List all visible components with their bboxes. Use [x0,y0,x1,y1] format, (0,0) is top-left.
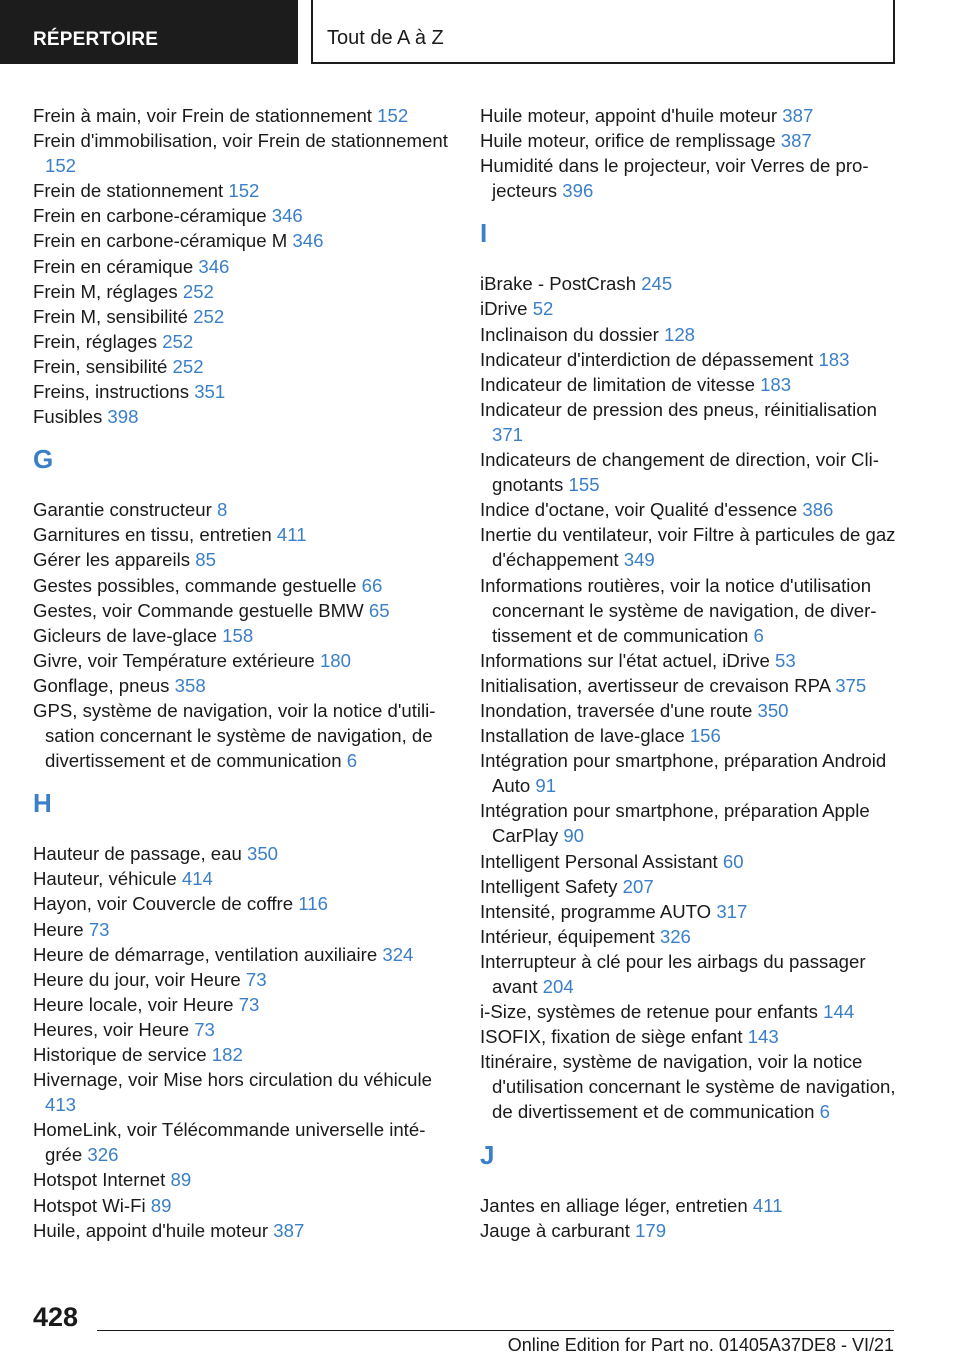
page-reference-link[interactable]: 324 [382,943,414,965]
page-reference-link[interactable]: 371 [492,423,524,445]
index-entry [33,1167,451,1192]
page-reference-link[interactable]: 411 [752,1194,783,1216]
page-reference-link[interactable]: 204 [542,976,574,997]
index-column-right [480,103,900,1243]
index-letter-heading: G [33,444,54,475]
page-reference-link[interactable]: 207 [622,875,654,897]
page-reference-link[interactable]: 143 [747,1026,779,1048]
index-entry-text: Gestes, voir Commande gestuelle BMW [33,599,364,621]
index-entry-text: Garantie constructeur [33,499,212,521]
index-entry-text: Frein en céramique [33,255,194,277]
page-reference-link[interactable]: 252 [193,305,225,327]
index-entry-text: Inertie du ventilateur, voir Filtre à particules de gaz d'échappement [480,524,896,571]
page-reference-link[interactable]: 60 [722,850,744,872]
index-entry-text: i-Size, systèmes de retenue pour enfants [480,1001,818,1023]
index-entry-text: Interrupteur à clé pour les airbags du passager avant [480,950,866,997]
page-reference-link[interactable]: 91 [535,775,557,797]
index-entry [33,178,451,203]
index-entry-text: Frein en carbone-céramique M [33,230,288,252]
page-reference-link[interactable]: 85 [195,549,216,571]
page-reference-link[interactable]: 6 [753,624,764,646]
index-entry-text: Hauteur de passage, eau [33,843,242,865]
index-entry [33,1117,451,1167]
index-entry [480,849,900,874]
index-entry-text: Huile moteur, appoint d'huile moteur [480,105,778,126]
index-entry-text: Intérieur, équipement [480,925,655,947]
index-entry-text: Itinéraire, système de navigation, voir la notice d'utilisation concernant le système de navigation, de divertissement et de communication [480,1051,896,1123]
index-entry [33,228,451,253]
page-reference-link[interactable]: 386 [802,499,834,521]
page-reference-link[interactable]: 116 [298,893,328,915]
index-entry [33,992,451,1017]
page-reference-link[interactable]: 155 [568,474,600,496]
index-entry [33,497,451,522]
page-reference-link[interactable]: 90 [563,825,584,847]
index-entry [480,322,900,347]
index-entry-text: Frein, réglages [33,330,158,352]
index-entry [33,648,451,673]
page-reference-link[interactable]: 414 [181,868,213,890]
index-entry-text: Inondation, traversée d'une route [480,699,753,721]
index-entry [480,153,900,203]
page-reference-link[interactable]: 387 [782,105,814,126]
index-entry [33,598,451,623]
page-reference-link[interactable]: 73 [88,918,110,940]
index-entry [33,254,451,279]
index-entry [480,522,900,572]
index-entry [33,673,451,698]
index-entry-text: Garnitures en tissu, entretien [33,524,272,546]
page-reference-link[interactable]: 183 [818,348,850,370]
index-entry-text: Gicleurs de lave-glace [33,624,217,646]
page-reference-link[interactable]: 53 [774,649,796,671]
index-column-left [33,103,451,1243]
index-letter-heading: H [33,788,52,819]
index-entry [33,917,451,942]
page-number: 428 [33,1302,79,1332]
index-entry-text: Hotspot Internet [33,1169,166,1191]
index-entry-text: ISOFIX, fixation de siège enfant [480,1026,743,1048]
page-reference-link[interactable]: 73 [194,1018,215,1040]
index-entry-text: Heure locale, voir Heure [33,993,234,1015]
index-entry [480,296,900,321]
index-entry [480,723,900,748]
index-entry-text: Frein M, réglages [33,280,178,302]
page-reference-link[interactable]: 252 [162,330,194,352]
index-entry-text: Intégration pour smartphone, préparation Android Auto [480,750,887,797]
index-entry-text: Inclinaison du dossier [480,323,659,345]
page-reference-link[interactable]: 387 [273,1219,305,1241]
index-entry [33,1067,451,1117]
index-entry-text: GPS, système de navigation, voir la notice d'utilisation concernant le système de navigation, de divertissement et de communication [33,699,436,772]
page-reference-link[interactable]: 6 [819,1101,830,1123]
index-entry [33,103,451,128]
page-reference-link[interactable]: 73 [238,993,260,1015]
page-reference-link[interactable]: 346 [198,255,230,277]
page-reference-link[interactable]: 180 [319,649,351,671]
index-entry-text: Jantes en alliage léger, entretien [480,1194,748,1216]
index-entry-text: iDrive [480,298,528,320]
page-reference-link[interactable]: 346 [271,205,303,227]
index-entry-text: Frein en carbone-céramique [33,205,267,227]
index-entry-text: Hayon, voir Couvercle de coffre [33,893,294,915]
index-entry [480,1049,900,1124]
page-reference-link[interactable]: 183 [760,373,792,395]
index-entry [480,372,900,397]
index-entry-text: Indicateur de limitation de vitesse [480,373,755,395]
page-reference-link[interactable]: 349 [623,549,655,571]
index-entry [480,748,900,798]
index-entry-text: Frein M, sensibilité [33,305,188,327]
index-entry-text: Intensité, programme AUTO [480,900,712,922]
page-reference-link[interactable]: 179 [635,1219,667,1241]
index-entry [33,203,451,228]
index-entry-text: Intelligent Safety [480,875,618,897]
index-entry-text: Frein de stationnement [33,180,224,202]
index-entry [480,497,900,522]
index-entry [33,1193,451,1218]
index-entry-text: Informations sur l'état actuel, iDrive [480,649,770,671]
index-entry-text: iBrake - PostCrash [480,273,637,295]
page-reference-link[interactable]: 144 [823,1001,855,1023]
page-reference-link[interactable]: 52 [532,298,554,320]
index-entry [480,899,900,924]
index-entry-text: Gonflage, pneus [33,674,170,696]
index-entry-text: Heure [33,918,84,940]
page-reference-link[interactable]: 182 [211,1044,243,1065]
index-entry [480,397,900,447]
section-tab: RÉPERTOIRE [0,0,298,64]
footer-divider [97,1330,894,1331]
page-reference-link[interactable]: 152 [377,105,409,126]
index-entry-text: Heure du jour, voir Heure [33,968,241,990]
index-entry-text: Installation de lave-glace [480,725,685,747]
index-entry [33,279,451,304]
index-entry-text: Intelligent Personal Assistant [480,850,718,872]
index-entry-text: Frein à main, voir Frein de stationnement [33,105,372,126]
index-entry [33,1042,451,1067]
page-reference-link[interactable]: 326 [87,1144,119,1166]
index-entry [480,648,900,673]
index-entry [33,623,451,648]
page-reference-link[interactable]: 152 [45,155,77,177]
page-reference-link[interactable]: 128 [663,323,696,345]
page-reference-link[interactable]: 6 [346,750,358,772]
index-entry [480,447,900,497]
index-entry [33,1017,451,1042]
index-entry [480,1218,900,1243]
page-reference-link[interactable]: 89 [150,1194,172,1216]
index-entry [480,924,900,949]
index-entry [33,128,451,178]
index-entry [480,1193,900,1218]
index-entry-text: Hotspot Wi-Fi [33,1194,146,1216]
index-entry [480,573,900,648]
index-entry [33,354,451,379]
index-entry-text: Initialisation, avertisseur de crevaison RPA [480,674,831,696]
index-entry-text: Givre, voir Température extérieure [33,649,315,671]
index-entry [33,841,451,866]
index-entry-text: Indicateur d'interdiction de dépassement [480,348,814,370]
page-reference-link[interactable]: 358 [174,674,206,696]
page-reference-link[interactable]: 375 [835,674,867,696]
page-reference-link[interactable]: 346 [292,230,324,252]
chapter-title: Tout de A à Z [311,0,895,64]
index-entry-text: Humidité dans le projecteur, voir Verres de projecteurs [480,155,869,202]
index-entry-text: Huile, appoint d'huile moteur [33,1219,269,1241]
index-entry [33,522,451,547]
index-entry [33,379,451,404]
page-reference-link[interactable]: 317 [716,900,748,922]
index-entry [33,967,451,992]
index-entry-text: Heures, voir Heure [33,1018,190,1040]
page-reference-link[interactable]: 252 [172,355,204,377]
index-entry-text: Gestes possibles, commande gestuelle [33,574,357,596]
page-reference-link[interactable]: 411 [276,524,307,546]
page-reference-link[interactable]: 89 [170,1169,192,1191]
index-entry-text: Hauteur, véhicule [33,868,177,890]
index-entry-text: Indice d'octane, voir Qualité d'essence [480,499,798,521]
index-entry-text: Heure de démarrage, ventilation auxiliaire [33,943,378,965]
index-entry-text: Frein d'immobilisation, voir Frein de stationnement [33,130,448,152]
index-entry [480,999,900,1024]
index-entry [480,874,900,899]
page-reference-link[interactable]: 326 [659,925,691,947]
index-entry [480,1024,900,1049]
page-reference-link[interactable]: 350 [247,843,279,865]
index-entry [33,329,451,354]
index-entry [33,1218,451,1243]
page-reference-link[interactable]: 152 [228,180,260,202]
index-entry [480,673,900,698]
page-reference-link[interactable]: 8 [216,499,228,521]
index-entry [33,304,451,329]
index-entry [480,103,900,128]
page-reference-link[interactable]: 65 [368,599,390,621]
index-entry [480,271,900,296]
index-entry [33,891,451,916]
edition-note: Online Edition for Part no. 01405A37DE8 - VI/21 [507,1335,894,1355]
page-reference-link[interactable]: 387 [780,130,812,152]
page-reference-link[interactable]: 398 [107,406,139,428]
index-entry-text: Historique de service [33,1044,207,1065]
index-entry [33,698,451,773]
index-entry [33,942,451,967]
index-entry-text: Gérer les appareils [33,549,191,571]
page-reference-link[interactable]: 413 [45,1094,77,1116]
index-entry-text: Intégration pour smartphone, préparation Apple CarPlay [480,800,870,847]
index-entry-text: Hivernage, voir Mise hors circulation du véhicule [33,1069,432,1091]
page-reference-link[interactable]: 66 [361,574,383,596]
index-entry-text: Jauge à carburant [480,1219,630,1241]
index-entry [33,404,451,429]
page-reference-link[interactable]: 158 [222,624,254,646]
index-entry [480,698,900,723]
page-reference-link[interactable]: 156 [689,725,721,747]
index-entry-text: Huile moteur, orifice de remplissage [480,130,776,152]
page-reference-link[interactable]: 252 [182,280,214,302]
page-reference-link[interactable]: 351 [194,381,226,403]
index-entry [480,798,900,848]
index-letter-heading: J [480,1139,495,1170]
index-entry [480,347,900,372]
index-entry-text: Frein, sensibilité [33,355,168,377]
page-reference-link[interactable]: 350 [757,699,789,721]
index-entry-text: HomeLink, voir Télécommande universelle intégrée [33,1119,426,1166]
index-entry-text: Indicateur de pression des pneus, réinitialisation [480,398,877,420]
page-reference-link[interactable]: 245 [641,273,673,295]
index-entry-text: Informations routières, voir la notice d'utilisation concernant le système de navigation, de divertissement et de communication [480,574,877,646]
index-entry [33,547,451,572]
page-header [0,0,960,66]
page-reference-link[interactable]: 396 [562,180,594,202]
index-entry-text: Fusibles [33,406,103,428]
index-entry-text: Indicateurs de changement de direction, voir Clignotants [480,449,879,496]
index-entry [480,949,900,999]
index-entry [33,866,451,891]
index-letter-heading: I [480,218,488,249]
page-reference-link[interactable]: 73 [245,968,267,990]
index-entry [33,573,451,598]
index-entry [480,128,900,153]
index-entry-text: Freins, instructions [33,381,190,403]
